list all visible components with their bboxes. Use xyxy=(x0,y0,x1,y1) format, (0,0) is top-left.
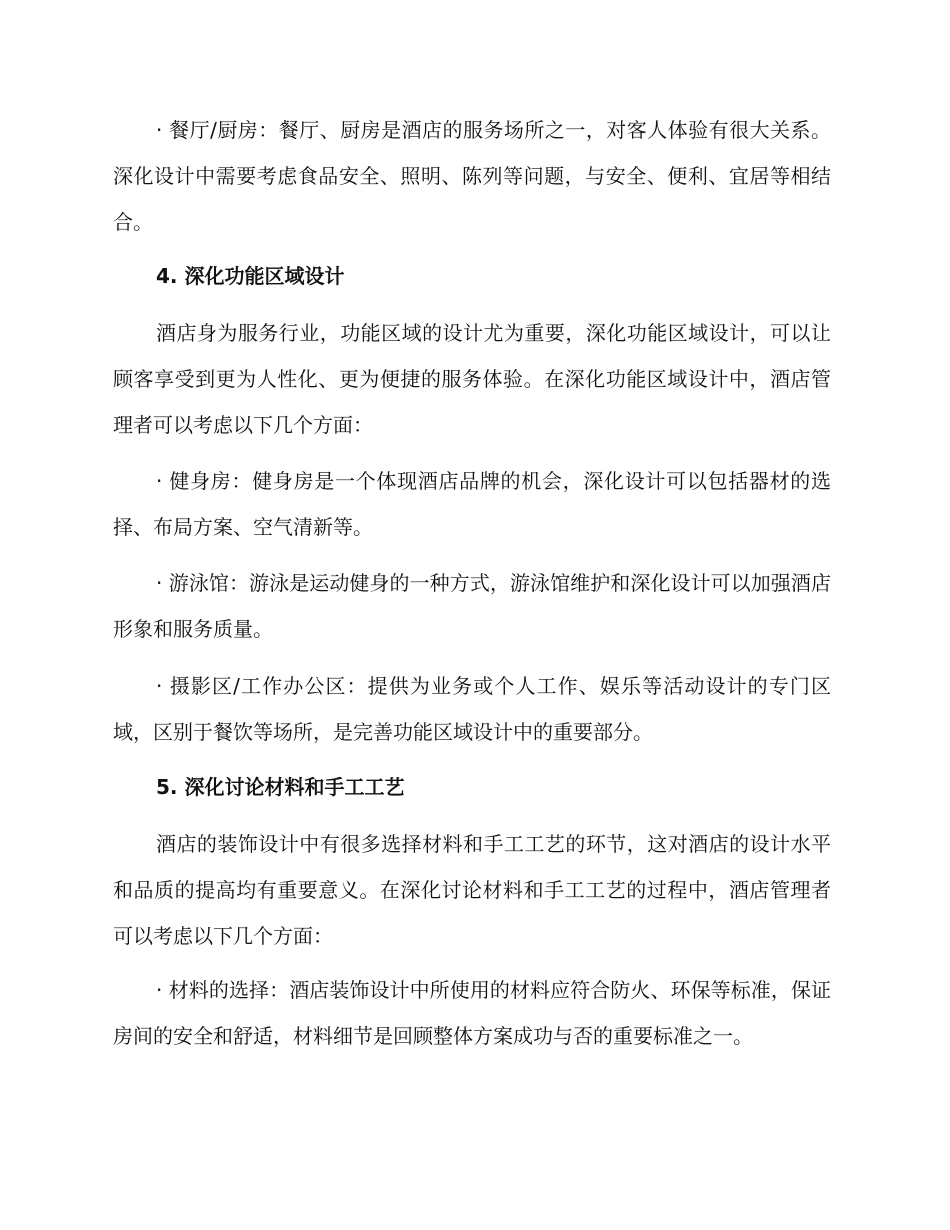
section-heading-5: 5. 深化讨论材料和手工工艺 xyxy=(156,775,405,799)
bullet-restaurant-kitchen: · 餐厅/厨房：餐厅、厨房是酒店的服务场所之一，对客人体验有很大关系。深化设计中需要考虑食品安全、照明、陈列等问题，与安全、便利、宜居等相结合。 xyxy=(113,118,831,234)
section-heading-4: 4. 深化功能区域设计 xyxy=(156,264,345,288)
bullet-photo-office-area: · 摄影区/工作办公区：提供为业务或个人工作、娱乐等活动设计的专门区域，区别于餐饮等场所，是完善功能区域设计中的重要部分。 xyxy=(113,674,831,744)
paragraph-materials-craft: 酒店的装饰设计中有很多选择材料和手工工艺的环节，这对酒店的设计水平和品质的提高均有重要意义。在深化讨论材料和手工工艺的过程中，酒店管理者可以考虑以下几个方面： xyxy=(113,832,831,948)
paragraph-functional-areas: 酒店身为服务行业，功能区域的设计尤为重要，深化功能区域设计，可以让顾客享受到更为人性化、更为便捷的服务体验。在深化功能区域设计中，酒店管理者可以考虑以下几个方面： xyxy=(113,321,831,437)
bullet-material-selection: · 材料的选择：酒店装饰设计中所使用的材料应符合防火、环保等标准，保证房间的安全和舒适，材料细节是回顾整体方案成功与否的重要标准之一。 xyxy=(113,978,831,1048)
bullet-gym: · 健身房：健身房是一个体现酒店品牌的机会，深化设计可以包括器材的选择、布局方案、空气清新等。 xyxy=(113,469,831,539)
bullet-swimming-pool: · 游泳馆：游泳是运动健身的一种方式，游泳馆维护和深化设计可以加强酒店形象和服务质量。 xyxy=(113,571,831,641)
